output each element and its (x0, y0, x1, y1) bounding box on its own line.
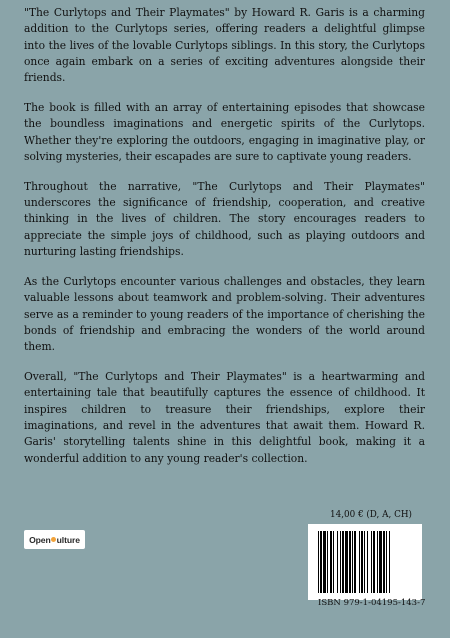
blurb-paragraph-3: Throughout the narrative, "The Curlytops and Their Playmates" underscores the significance of friendship, cooperation, and creative thinking in the lives of children. The story encourages readers to appreciate the simple joys of childhood, such as playing outdoors and nurturing lasting friendships. (24, 179, 425, 259)
barcode-bar (340, 531, 341, 593)
barcode-bar (349, 531, 351, 593)
isbn-label: ISBN 979-1-04195-143-7 (318, 598, 426, 608)
barcode-panel (308, 524, 422, 600)
blurb-paragraph-2: The book is filled with an array of entertaining episodes that showcase the boundless imaginations and energetic spirits of the Curlytops. Whether they're exploring the outdoors, engaging in imaginative play, or solving mysteries, their escapades are sure to captivate young readers. (24, 101, 425, 163)
publisher-logo-text-end: ulture (56, 534, 80, 545)
barcode-bar (383, 531, 385, 593)
barcode-bar (352, 531, 353, 593)
barcode-bar (327, 531, 328, 593)
blurb-paragraph-4: As the Curlytops encounter various challenges and obstacles, they learn valuable lessons about teamwork and problem-solving. Their adventures serve as a reminder to young readers of the importance of cherishing the bonds of friendship and embracing the wonders of the world around them. (24, 274, 425, 354)
barcode-bar (359, 531, 360, 593)
publisher-logo-c-mark (51, 537, 56, 542)
barcode-bar (318, 531, 319, 593)
publisher-logo-text-start: Open (29, 534, 51, 545)
barcode-bar (386, 531, 387, 593)
barcode-bar (377, 531, 378, 593)
barcode-bar (337, 531, 338, 593)
blurb-paragraph-5: Overall, "The Curlytops and Their Playmates" is a heartwarming and entertaining tale that beautifully captures the essence of childhood. It inspires children to treasure their friendships, explore their imaginations, and revel in the adventures that await them. Howard R. Garis' storytelling talents shine in this delightful book, making it a wonderful addition to any young reader's collection. (24, 370, 425, 465)
blurb-paragraph-1: "The Curlytops and Their Playmates" by Howard R. Garis is a charming addition to the Curlytops series, offering readers a delightful glimpse into the lives of the lovable Curlytops siblings. In this story, the Curlytops once again embark on a series of exciting adventures alongside their friends. (24, 6, 425, 85)
barcode-bar (379, 531, 382, 593)
barcode-bar (354, 531, 356, 593)
barcode-bar (389, 531, 390, 593)
barcode-bar (320, 531, 322, 593)
barcode-bar (361, 531, 363, 593)
price-label: 14,00 € (D, A, CH) (330, 510, 412, 520)
blurb-text (24, 5, 425, 480)
barcode-bar (373, 531, 375, 593)
barcode-bar (330, 531, 332, 593)
barcode-bar (333, 531, 334, 593)
barcode-bar (364, 531, 365, 593)
barcode-bar (367, 531, 368, 593)
barcode-bar (371, 531, 372, 593)
barcode-bar (342, 531, 344, 593)
barcode-bar (323, 531, 326, 593)
barcode (318, 531, 412, 593)
barcode-bar (345, 531, 348, 593)
publisher-logo (24, 530, 85, 549)
